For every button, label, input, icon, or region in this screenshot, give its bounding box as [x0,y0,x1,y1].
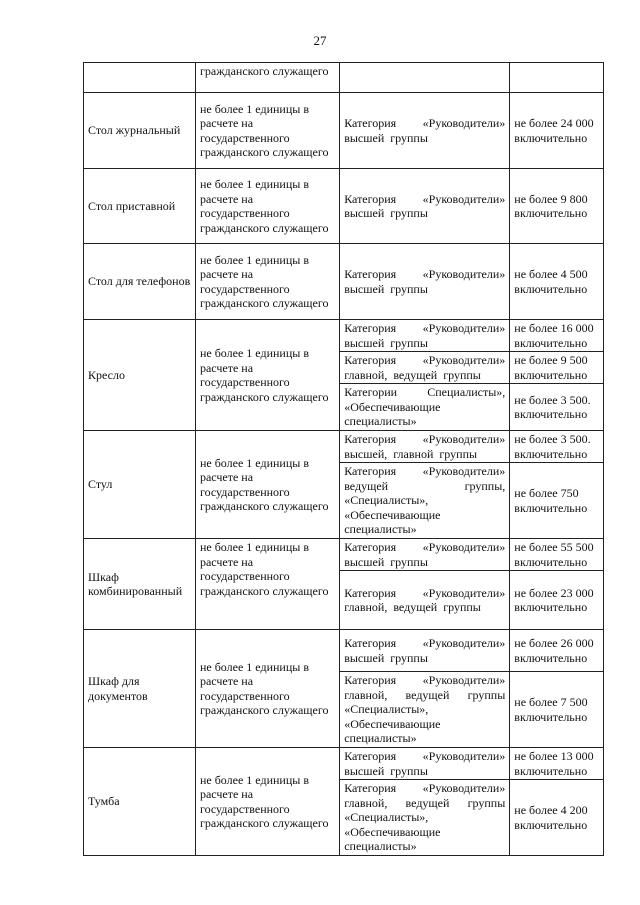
table-row [84,169,604,244]
category-cell: Категории Специалисты», «Обеспечивающие специалисты» [340,384,510,431]
price-cell: не более 55 500 включительно [510,539,604,571]
price-cell: не более 3 500. включительно [510,431,604,463]
category-cell: Категория «Руководители» высшей группы [340,320,510,352]
category-cell: Категория «Руководители» высшей группы [340,539,510,571]
category-cell: Категория «Руководители» высшей, главной группы [340,431,510,463]
item-name-cell: Шкаф для документов [84,630,196,748]
item-name-cell: Стол журнальный [84,93,196,169]
table-row [84,244,604,320]
table-row [84,63,604,93]
item-name-cell: Шкаф комбинированный [84,539,196,630]
category-cell: Категория «Руководители» главной, ведущей группы «Специалисты», «Обеспечивающие специалисты» [340,780,510,856]
category-cell: Категория «Руководители» высшей группы [340,244,510,320]
category-cell [340,63,510,93]
quantity-cell: не более 1 единицы в расчете на государственного гражданского служащего [195,748,339,856]
price-cell [510,63,604,93]
price-cell: не более 4 200 включительно [510,780,604,856]
table-row [84,539,604,571]
table-row [84,748,604,780]
quantity-cell: не более 1 единицы в расчете на государственного гражданского служащего [195,630,339,748]
category-cell: Категория «Руководители» высшей группы [340,169,510,244]
price-cell: не более 16 000 включительно [510,320,604,352]
item-name-cell: Тумба [84,748,196,856]
item-name-cell: Стол для телефонов [84,244,196,320]
category-cell: Категория «Руководители» ведущей группы, «Специалисты», «Обеспечивающие специалисты» [340,463,510,539]
page-number: 27 [313,33,327,48]
quantity-cell: не более 1 единицы в расчете на государственного гражданского служащего [195,169,339,244]
table-row [84,630,604,672]
item-name-cell [84,63,196,93]
price-cell: не более 13 000 включительно [510,748,604,780]
price-cell: не более 24 000 включительно [510,93,604,169]
quantity-cell: не более 1 единицы в расчете на государственного гражданского служащего [195,244,339,320]
table-row [84,93,604,169]
price-cell: не более 4 500 включительно [510,244,604,320]
price-cell: не более 750 включительно [510,463,604,539]
item-name-cell: Кресло [84,320,196,431]
category-cell: Категория «Руководители» главной, ведущей группы «Специалисты», «Обеспечивающие специалисты» [340,672,510,748]
table-row [84,431,604,463]
category-cell: Категория «Руководители» высшей группы [340,630,510,672]
quantity-cell: не более 1 единицы в расчете на государственного гражданского служащего [195,539,339,630]
price-cell: не более 9 800 включительно [510,169,604,244]
quantity-cell: гражданского служащего [195,63,339,93]
table-row [84,320,604,352]
price-cell: не более 26 000 включительно [510,630,604,672]
item-name-cell: Стол приставной [84,169,196,244]
furniture-norms-table [83,62,604,856]
category-cell: Категория «Руководители» главной, ведущей группы [340,352,510,384]
category-cell: Категория «Руководители» высшей группы [340,93,510,169]
category-cell: Категория «Руководители» главной, ведущей группы [340,571,510,630]
quantity-cell: не более 1 единицы в расчете на государственного гражданского служащего [195,431,339,539]
item-name-cell: Стул [84,431,196,539]
quantity-cell: не более 1 единицы в расчете на государственного гражданского служащего [195,93,339,169]
price-cell: не более 23 000 включительно [510,571,604,630]
category-cell: Категория «Руководители» высшей группы [340,748,510,780]
price-cell: не более 9 500 включительно [510,352,604,384]
price-cell: не более 3 500. включительно [510,384,604,431]
quantity-cell: не более 1 единицы в расчете на государственного гражданского служащего [195,320,339,431]
price-cell: не более 7 500 включительно [510,672,604,748]
